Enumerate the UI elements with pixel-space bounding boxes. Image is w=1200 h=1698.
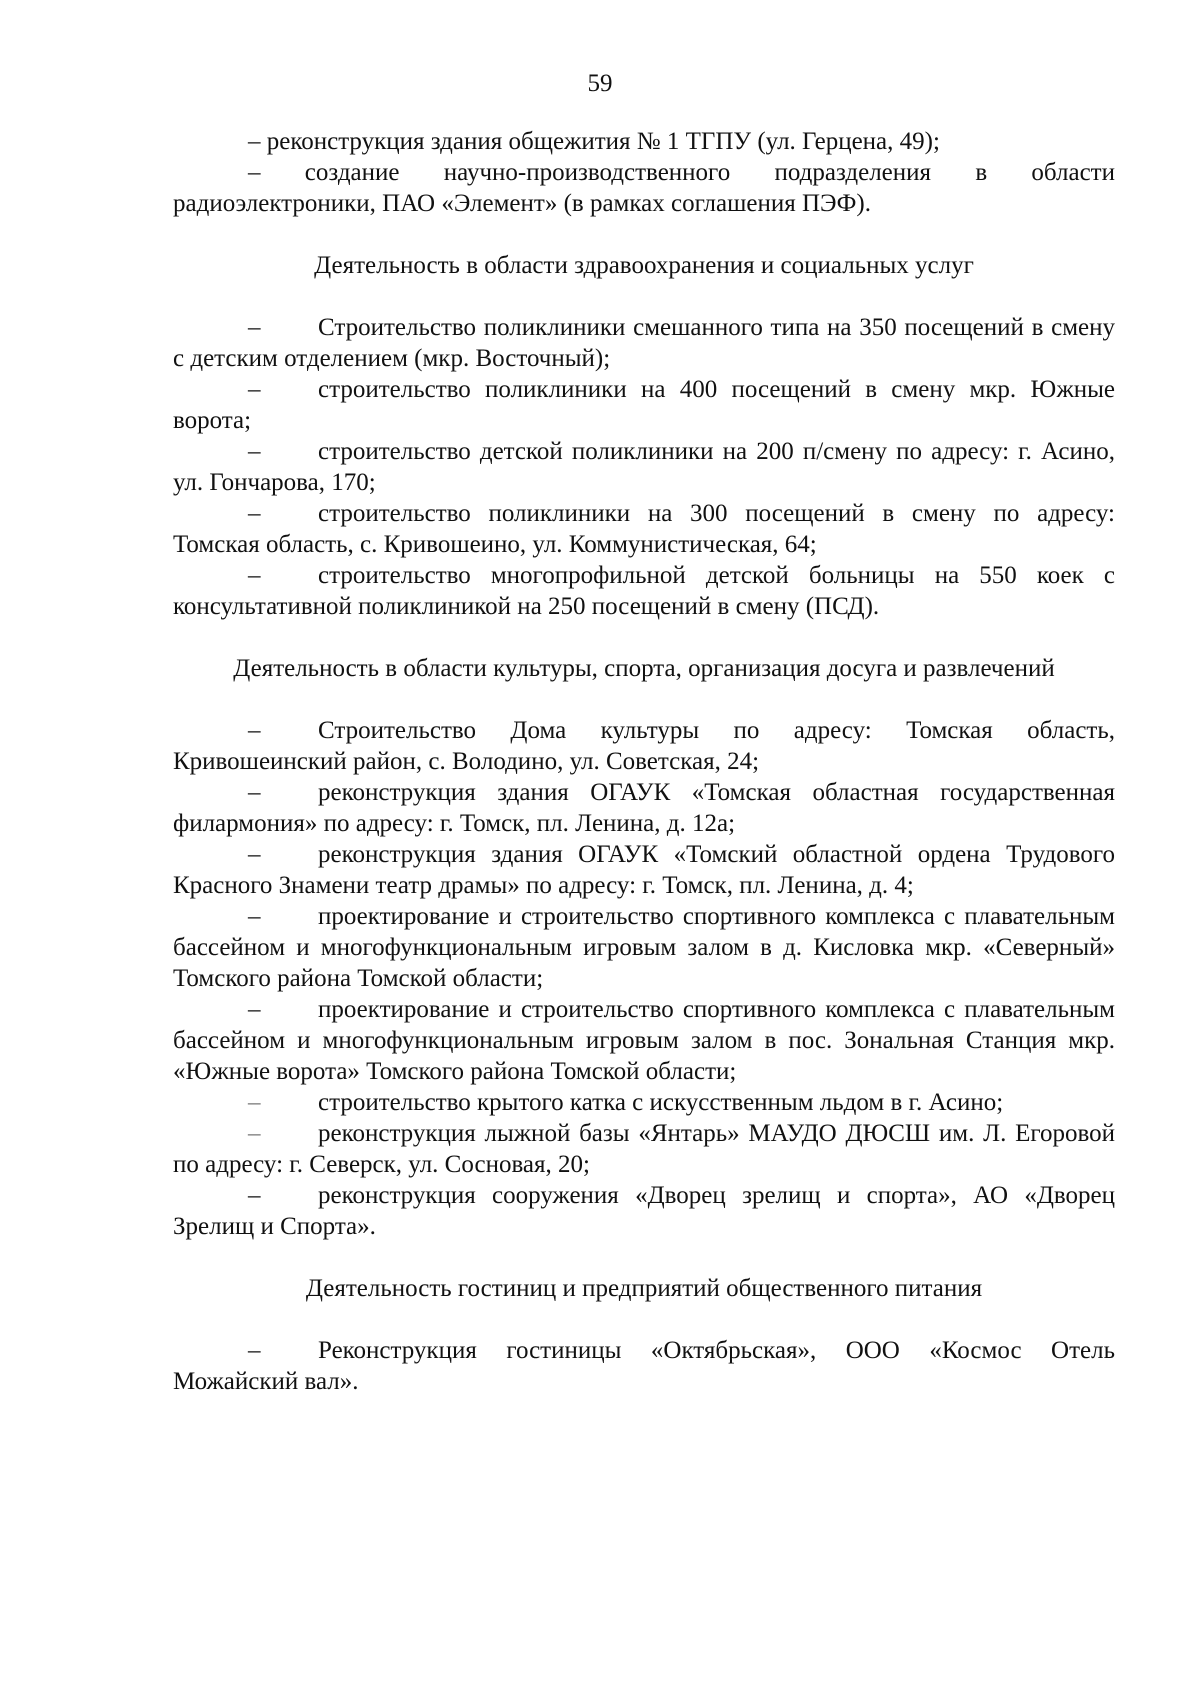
dash-marker: – [248, 1182, 261, 1209]
list-item [173, 1180, 1115, 1242]
list-item [173, 498, 1115, 560]
list-item [173, 436, 1115, 498]
list-item [173, 312, 1115, 374]
dash-marker: – [248, 438, 261, 465]
section-title-culture-sport: Деятельность в области культуры, спорта, организация досуга и развлечений [233, 655, 1055, 682]
list-item-text: проектирование и строительство спортивного комплекса с плавательным бассейном и многофункциональным игровым залом в д. Кисловка мкр. «Северный» Томского района Томской области; [173, 903, 1115, 992]
list-item-text: строительство детской поликлиники на 200 п/смену по адресу: г. Асино, ул. Гончарова, 170; [173, 438, 1115, 496]
dash-marker: – [248, 1089, 261, 1116]
dash-marker: – [248, 376, 261, 403]
list-item-text: Реконструкция гостиницы «Октябрьская», ООО «Космос Отель Можайский вал». [173, 1337, 1115, 1395]
list-item [173, 994, 1115, 1087]
list-item-text: реконструкция здания ОГАУК «Томский областной ордена Трудового Красного Знамени театр драмы» по адресу: г. Томск, пл. Ленина, д. 4; [173, 841, 1115, 899]
list-item [173, 1118, 1115, 1180]
list-item-text: проектирование и строительство спортивного комплекса с плавательным бассейном и многофункциональным игровым залом в пос. Зональная Станция мкр. «Южные ворота» Томского района Томской области; [173, 996, 1115, 1085]
dash-marker: – [248, 1337, 261, 1364]
list-item-text: строительство крытого катка с искусственным льдом в г. Асино; [318, 1089, 1004, 1116]
list-item [173, 777, 1115, 839]
list-item-text: реконструкция лыжной базы «Янтарь» МАУДО ДЮСШ им. Л. Егоровой по адресу: г. Северск, ул. Сосновая, 20; [173, 1120, 1115, 1178]
list-item-text: строительство поликлиники на 300 посещений в смену по адресу: Томская область, с. Кривошеино, ул. Коммунистическая, 64; [173, 500, 1115, 558]
list-item [173, 374, 1115, 436]
list-item-text: Строительство поликлиники смешанного типа на 350 посещений в смену с детским отделением (мкр. Восточный); [173, 314, 1115, 372]
intro-item: – создание научно-производственного подразделения в области радиоэлектроники, ПАО «Элемент» (в рамках соглашения ПЭФ). [173, 159, 1115, 217]
hotels-catering-list [173, 1335, 1115, 1397]
section-title-hotels-catering: Деятельность гостиниц и предприятий общественного питания [305, 1275, 983, 1302]
culture-sport-list [173, 715, 1115, 1242]
dash-marker: – [248, 314, 261, 341]
dash-marker: – [248, 996, 261, 1023]
page-number: 59 [587, 70, 613, 97]
list-item-text: реконструкция сооружения «Дворец зрелищ и спорта», АО «Дворец Зрелищ и Спорта». [173, 1182, 1115, 1240]
intro-item: – реконструкция здания общежития № 1 ТГПУ (ул. Герцена, 49); [248, 128, 940, 155]
dash-marker: – [248, 500, 261, 527]
dash-marker: – [248, 779, 261, 806]
healthcare-list [173, 312, 1115, 622]
list-item [173, 1087, 1115, 1118]
dash-marker: – [248, 903, 261, 930]
list-item [173, 715, 1115, 777]
list-item-text: строительство многопрофильной детской больницы на 550 коек с консультативной поликлиникой на 250 посещений в смену (ПСД). [173, 562, 1115, 620]
list-item [173, 560, 1115, 622]
dash-marker: – [248, 717, 261, 744]
section-title-healthcare: Деятельность в области здравоохранения и социальных услуг [314, 252, 974, 279]
dash-marker: – [248, 841, 261, 868]
list-item-text: реконструкция здания ОГАУК «Томская областная государственная филармония» по адресу: г. Томск, пл. Ленина, д. 12а; [173, 779, 1115, 837]
list-item-text: строительство поликлиники на 400 посещений в смену мкр. Южные ворота; [173, 376, 1115, 434]
document-body [173, 126, 1115, 1397]
dash-marker: – [248, 1120, 261, 1147]
list-item [173, 901, 1115, 994]
list-item-text: Строительство Дома культуры по адресу: Томская область, Кривошеинский район, с. Володино, ул. Советская, 24; [173, 717, 1115, 775]
list-item [173, 839, 1115, 901]
dash-marker: – [248, 562, 261, 589]
list-item [173, 1335, 1115, 1397]
